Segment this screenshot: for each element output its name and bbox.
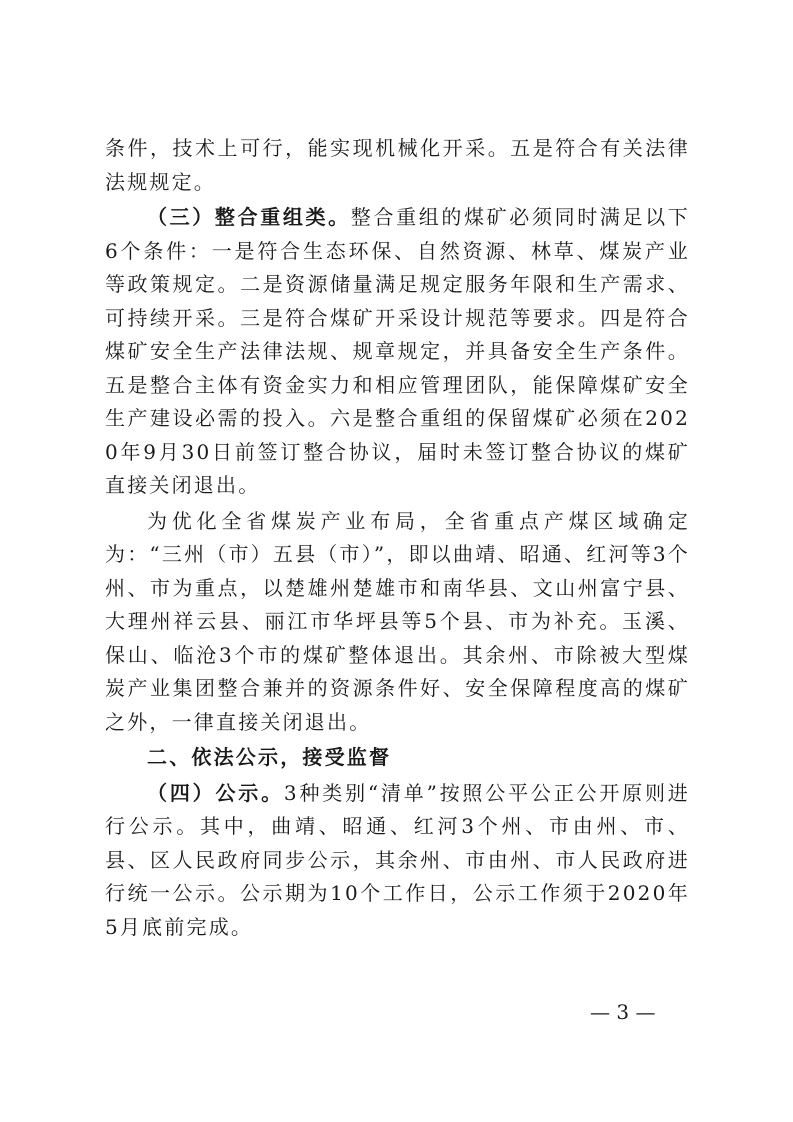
paragraph-1 (105, 132, 690, 199)
section-heading-publicity: （四）公示。 (147, 780, 284, 805)
section-heading-2 (105, 741, 690, 775)
paragraph-2-text: 整合重组的煤矿必须同时满足以下6个条件：一是符合生态环保、自然资源、林草、煤炭产业等政策规定。二是资源储量满足规定服务年限和生产需求、可持续开采。三是符合煤矿开采设计规范等要求。四是符合煤矿安全生产法律法规、规章规定，并具备安全生产条件。五是整合主体有资金实力和相应管理团队，能保障煤矿安全生产建设必需的投入。六是整合重组的保留煤矿必须在2020年9月30日前签订整合协议，届时未签订整合协议的煤矿直接关闭退出。 (105, 205, 690, 497)
section-heading-2-text: 二、依法公示，接受监督 (147, 745, 392, 769)
body-text (105, 132, 690, 944)
page-number: — 3 — (590, 1000, 656, 1024)
paragraph-2 (105, 201, 690, 503)
paragraph-4-text: 3种类别“清单”按照公平公正公开原则进行公示。其中，曲靖、昭通、红河3个州、市由州、市、县、区人民政府同步公示，其余州、市由州、市人民政府进行统一公示。公示期为10个工作日，公示工作须于2020年5月底前完成。 (105, 780, 690, 939)
paragraph-3-text: 为优化全省煤炭产业布局，全省重点产煤区域确定为：“三州（市）五县（市）”，即以曲靖、昭通、红河等3个州、市为重点，以楚雄州楚雄市和南华县、文山州富宁县、大理州祥云县、丽江市华坪县等5个县、市为补充。玉溪、保山、临沧3个市的煤矿整体退出。其余州、市除被大型煤炭产业集团整合兼并的资源条件好、安全保障程度高的煤矿之外，一律直接关闭退出。 (105, 508, 690, 734)
section-heading-integration: （三）整合重组类。 (147, 205, 351, 229)
paragraph-4 (105, 777, 690, 945)
paragraph-3 (105, 505, 690, 740)
paragraph-1-text: 条件，技术上可行，能实现机械化开采。五是符合有关法律法规规定。 (105, 136, 690, 194)
